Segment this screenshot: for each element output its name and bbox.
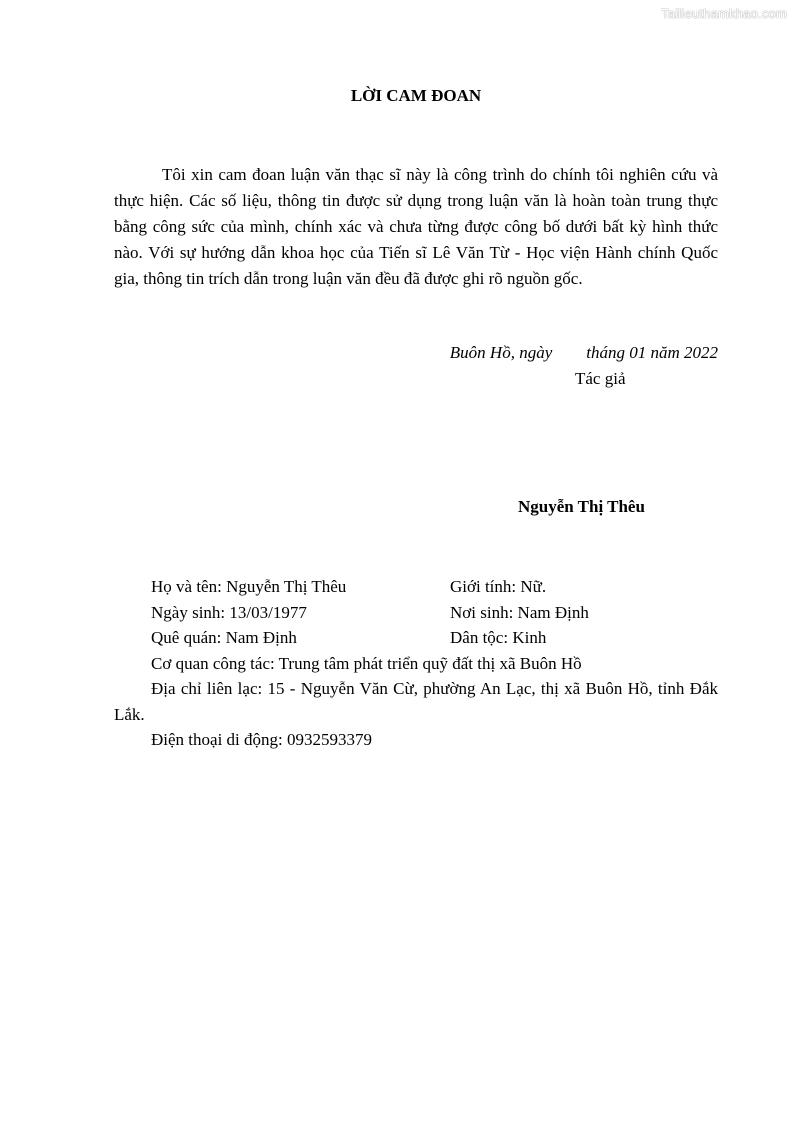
info-phone: Điện thoại di động: 0932593379 bbox=[151, 730, 372, 749]
info-birth-date: Ngày sinh: 13/03/1977 bbox=[151, 602, 307, 622]
watermark: Tailieuthamkhao.com bbox=[661, 6, 787, 21]
info-workplace: Cơ quan công tác: Trung tâm phát triển quỹ đất thị xã Buôn Hồ bbox=[151, 653, 582, 673]
info-row bbox=[114, 574, 718, 600]
info-row bbox=[114, 625, 718, 651]
info-gender: Giới tính: Nữ. bbox=[450, 577, 547, 596]
info-address: Địa chỉ liên lạc: 15 - Nguyễn Văn Cừ, phường An Lạc, thị xã Buôn Hồ, tỉnh Đắk Lắk. bbox=[114, 679, 718, 724]
author-role: Tác giả bbox=[575, 369, 626, 388]
date-place: Buôn Hồ, ngày bbox=[449, 343, 553, 362]
date-line bbox=[450, 343, 718, 363]
info-hometown: Quê quán: Nam Định bbox=[151, 628, 297, 647]
info-row bbox=[114, 600, 718, 626]
info-ethnicity: Dân tộc: Kinh bbox=[450, 628, 547, 647]
page-title: LỜI CAM ĐOAN bbox=[350, 86, 482, 105]
info-row bbox=[114, 651, 718, 677]
date-rest: tháng 01 năm 2022 bbox=[586, 343, 718, 362]
signer-name: Nguyễn Thị Thêu bbox=[518, 497, 645, 516]
personal-info bbox=[114, 574, 718, 753]
info-row bbox=[114, 727, 718, 753]
info-name: Họ và tên: Nguyễn Thị Thêu bbox=[151, 577, 347, 596]
info-birth-place: Nơi sinh: Nam Định bbox=[450, 602, 589, 622]
declaration-paragraph: Tôi xin cam đoan luận văn thạc sĩ này là công trình do chính tôi nghiên cứu và thực hiện. Các số liệu, thông tin được sử dụng trong luận văn là hoàn toàn trung thực bằng công sức của mình, chính xác và chưa từng được công bố dưới bất kỳ hình thức nào. Với sự hướng dẫn khoa học của Tiến sĩ Lê Văn Từ - Học viện Hành chính Quốc gia, thông tin trích dẫn trong luận văn đều đã được ghi rõ nguồn gốc. bbox=[114, 165, 718, 288]
